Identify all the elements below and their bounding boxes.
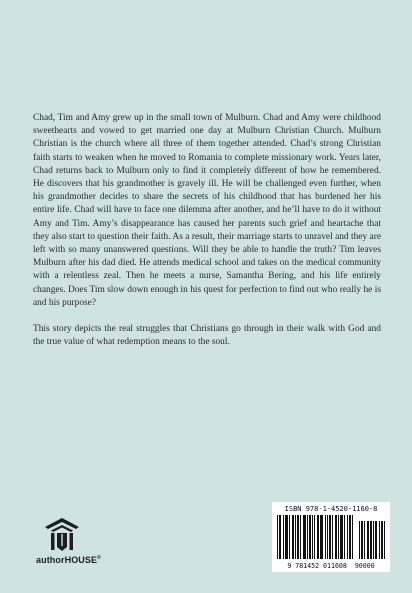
- back-cover-blurb: [33, 112, 381, 362]
- barcode-digits: 9 781452 011608 90000: [287, 562, 375, 570]
- blurb-paragraph-1: Chad, Tim and Amy grew up in the small town of Mulburn. Chad and Amy were childhood sweethearts and vowed to get married one day at Mulburn Christian Church. Mulburn Christian is the church where all three of them together attended. Chad’s strong Christian faith starts to weaken when he moved to Romania to complete missionary work. Years later, Chad returns back to Mulburn only to find it completely different of how he remembered. He discovers that his grandmother is gravely ill. He will be challenged even further, when his grandmother decides to share the secrets of his childhood that has burdened her his entire life. Chad will have to face one dilemma after another, and he’ll have to do it without Amy and Tim. Amy’s disappearance has caused her parents such grief and heartache that they also start to question their faith. As a result, their marriage starts to unravel and they are left with so many unanswered questions. Will they be able to handle the truth? Tim leaves Mulburn after his dad died. He attends medical school and takes on the medical community with a relentless zeal. Then he meets a nurse, Samantha Bering, and his life entirely changes. Does Tim slow down enough in his quest for perfection to find out who really he is and his purpose?: [33, 113, 381, 308]
- publisher-name: authorHOUSE®: [36, 555, 101, 565]
- barcode-bars: [276, 515, 386, 561]
- isbn-label: ISBN 978-1-4520-1160-8: [284, 505, 378, 513]
- isbn-barcode: [272, 502, 390, 572]
- blurb-paragraph-2: This story depicts the real struggles that Christians go through in their walk with God and the true value of what redemption means to the soul.: [33, 324, 381, 348]
- publisher-logo: [36, 517, 126, 567]
- house-book-logo-icon: [42, 517, 82, 553]
